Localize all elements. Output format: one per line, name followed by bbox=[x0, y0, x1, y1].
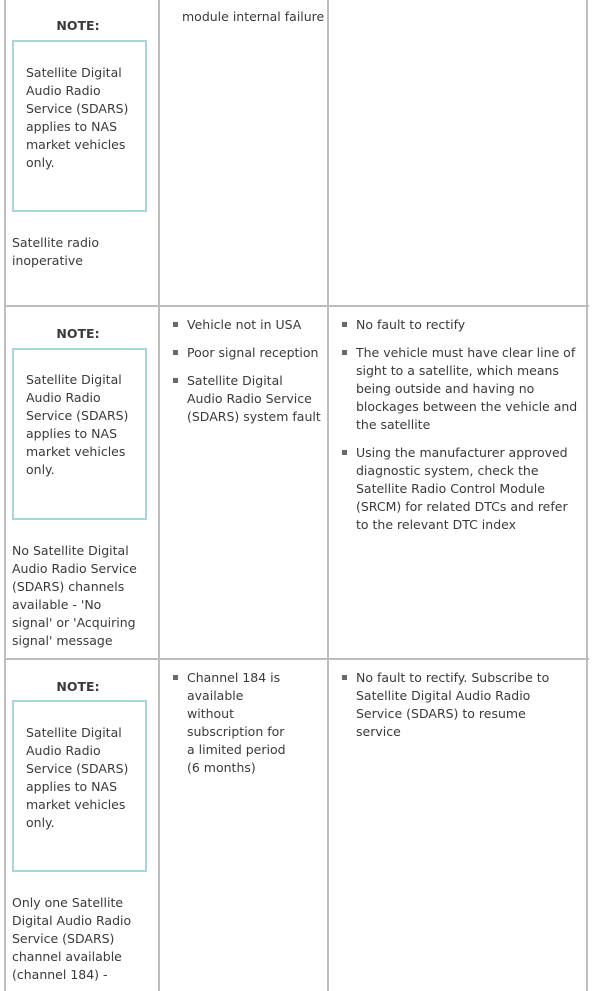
bullet-square-icon bbox=[173, 350, 178, 355]
action-list bbox=[341, 669, 566, 751]
action-cell bbox=[329, 0, 587, 305]
note-text: Satellite Digital Audio Radio Service (SDARS) applies to NAS market vehicles only. bbox=[26, 65, 129, 170]
note-text: Satellite Digital Audio Radio Service (SDARS) applies to NAS market vehicles only. bbox=[26, 372, 129, 477]
list-item: Vehicle not in USA bbox=[172, 316, 322, 334]
bullet-square-icon bbox=[173, 322, 178, 327]
action-cell bbox=[329, 660, 587, 991]
bullet-square-icon bbox=[342, 450, 347, 455]
action-cell bbox=[329, 307, 587, 658]
bullet-square-icon bbox=[342, 675, 347, 680]
note-title: NOTE: bbox=[56, 326, 100, 341]
cause-list bbox=[172, 316, 322, 436]
note-title: NOTE: bbox=[56, 679, 100, 694]
cause-text-fragment: module internal failure bbox=[182, 9, 325, 24]
cause-list bbox=[172, 669, 292, 787]
symptom-text: Only one Satellite Digital Audio Radio Service (SDARS) channel available (channel 184) - bbox=[12, 895, 132, 982]
list-item: No fault to rectify bbox=[341, 316, 581, 334]
symptom-text: No Satellite Digital Audio Radio Service (SDARS) channels available - 'No signal' or 'Acquiring signal' message bbox=[12, 543, 137, 648]
note-title: NOTE: bbox=[56, 18, 100, 33]
symptom-text: Satellite radio inoperative bbox=[12, 235, 100, 268]
list-item: Using the manufacturer approved diagnostic system, check the Satellite Radio Control Module (SRCM) for related DTCs and refer to the relevant DTC index bbox=[341, 444, 581, 534]
table-row bbox=[4, 0, 589, 305]
bullet-square-icon bbox=[342, 322, 347, 327]
list-item: No fault to rectify. Subscribe to Satellite Digital Audio Radio Service (SDARS) to resume service bbox=[341, 669, 566, 741]
list-item: The vehicle must have clear line of sight to a satellite, which means being outside and having no blockages between the vehicle and the satellite bbox=[341, 344, 581, 434]
condition-cell bbox=[4, 307, 158, 658]
note-text: Satellite Digital Audio Radio Service (SDARS) applies to NAS market vehicles only. bbox=[26, 725, 129, 830]
cause-cell bbox=[160, 660, 329, 991]
cause-cell bbox=[160, 307, 329, 658]
condition-cell bbox=[4, 660, 158, 991]
list-item: Poor signal reception bbox=[172, 344, 322, 362]
table-row bbox=[4, 660, 589, 991]
cause-cell bbox=[160, 0, 329, 305]
bullet-square-icon bbox=[173, 378, 178, 383]
condition-cell bbox=[4, 0, 158, 305]
list-item: Channel 184 is available without subscription for a limited period (6 months) bbox=[172, 669, 292, 777]
bullet-square-icon bbox=[342, 350, 347, 355]
list-item: Satellite Digital Audio Radio Service (SDARS) system fault bbox=[172, 372, 322, 426]
bullet-square-icon bbox=[173, 675, 178, 680]
table-row bbox=[4, 307, 589, 658]
action-list bbox=[341, 316, 581, 544]
